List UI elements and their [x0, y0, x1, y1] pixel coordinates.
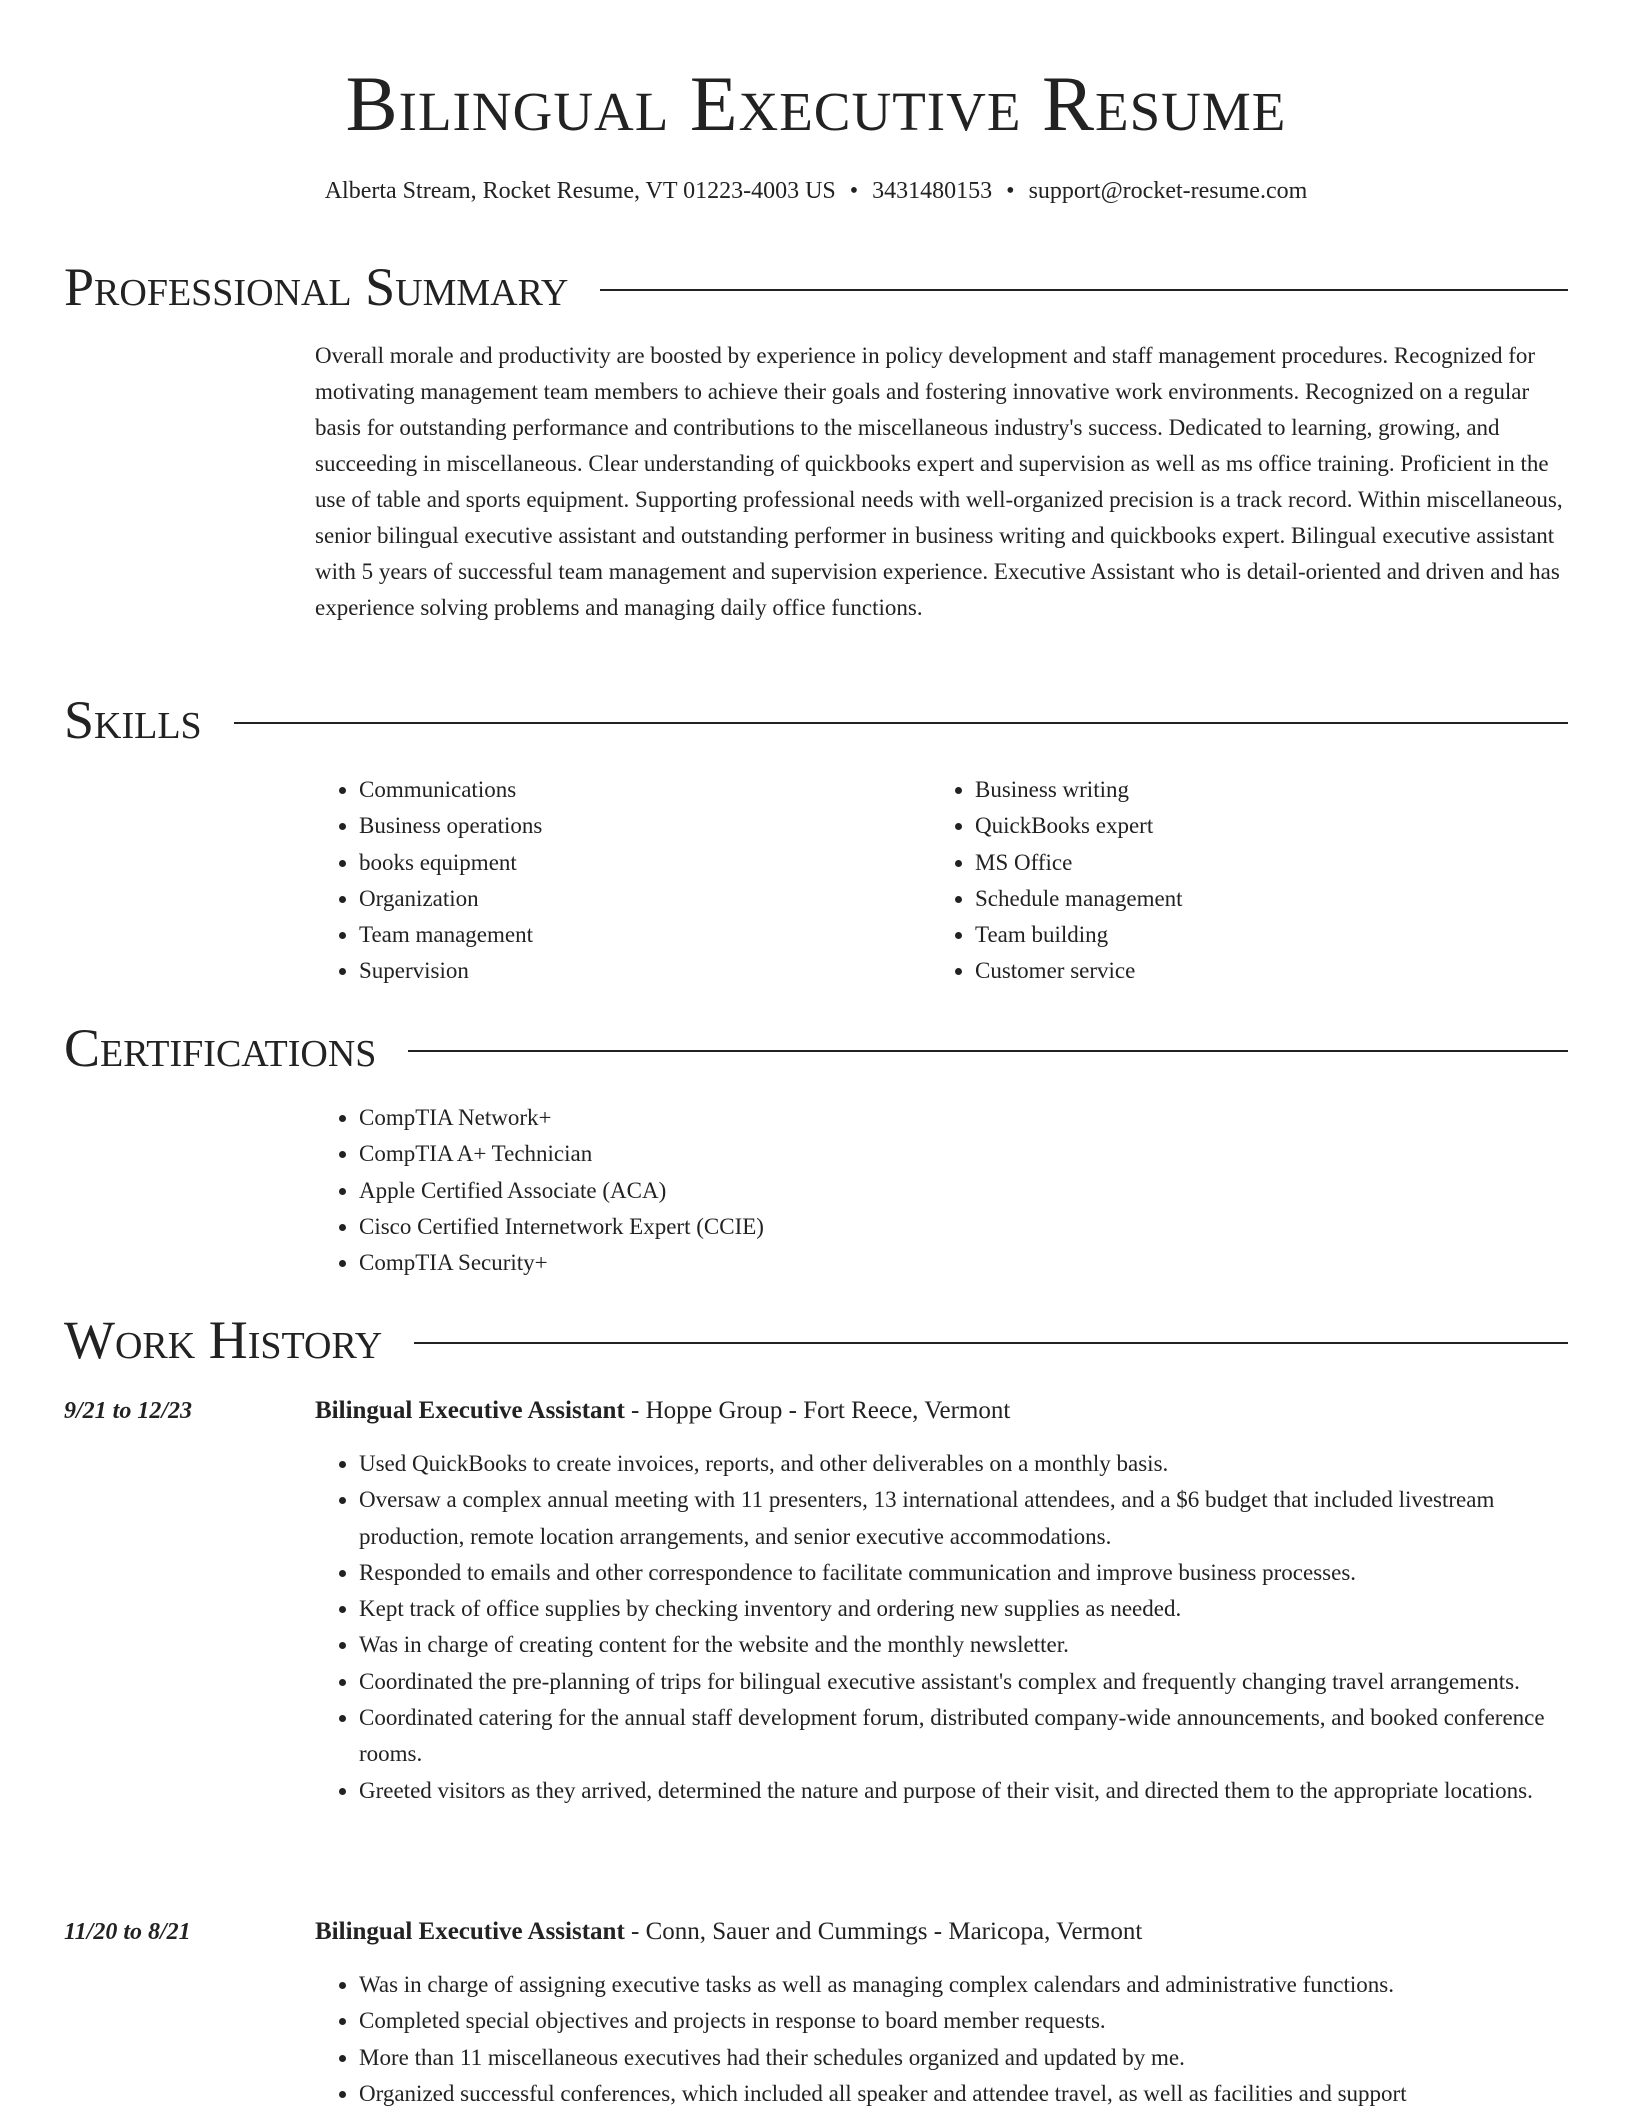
certifications-list — [315, 1100, 1568, 1281]
contact-separator: • — [1006, 178, 1015, 204]
skill-item: • Team building — [975, 917, 1511, 953]
skills-list-right — [931, 772, 1511, 990]
job-header — [315, 1915, 1568, 1949]
job-title: Bilingual Executive Assistant — [315, 1397, 625, 1424]
job-duty-item: • More than 11 miscellaneous executives had their schedules organized and updated by me. — [359, 2040, 1568, 2076]
job-duties — [315, 1967, 1568, 2112]
work-history-section-header — [64, 1308, 1568, 1372]
skills-section-header — [64, 688, 1568, 752]
contact-line — [0, 174, 1632, 208]
job-duty-item: • Organized successful conferences, which included all speaker and attendee travel, as well as facilities and support — [359, 2076, 1568, 2112]
job-duties — [315, 1446, 1568, 1809]
job-duties-list — [315, 1967, 1568, 2112]
summary-heading: Professional Summary — [64, 257, 569, 317]
skill-item: • books equipment — [359, 845, 895, 881]
skills-list-left — [315, 772, 895, 990]
job-duties-list — [315, 1446, 1568, 1809]
skill-item: • Business writing — [975, 772, 1511, 808]
summary-section-header — [64, 255, 1568, 319]
certification-item: • CompTIA A+ Technician — [359, 1136, 1568, 1172]
work-history-heading: Work History — [64, 1310, 383, 1370]
resume-title: Bilingual Executive Resume — [345, 60, 1287, 147]
skill-item: • Team management — [359, 917, 895, 953]
job-employer-location: - Conn, Sauer and Cummings - Maricopa, Vermont — [624, 1918, 1143, 1945]
job-duty-item: • Coordinated the pre-planning of trips for bilingual executive assistant's complex and frequently changing travel arrangements. — [359, 1664, 1568, 1700]
job-header — [315, 1394, 1568, 1428]
skill-item: • Supervision — [359, 953, 895, 989]
job-duty-item: • Greeted visitors as they arrived, determined the nature and purpose of their visit, and directed them to the appropriate locations. — [359, 1773, 1568, 1809]
job-duty-item: • Used QuickBooks to create invoices, reports, and other deliverables on a monthly basis. — [359, 1446, 1568, 1482]
certification-item: • CompTIA Network+ — [359, 1100, 1568, 1136]
certifications-block — [315, 1100, 1568, 1281]
job-duty-item: • Oversaw a complex annual meeting with 11 presenters, 13 international attendees, and a $6 budget that included livestream production, remote location arrangements, and senior executive accommodations. — [359, 1482, 1568, 1555]
job-employer-location: - Hoppe Group - Fort Reece, Vermont — [624, 1397, 1011, 1424]
skill-item: • Customer service — [975, 953, 1511, 989]
contact-address: Alberta Stream, Rocket Resume, VT 01223-4003 US — [324, 178, 836, 204]
job-dates: 9/21 to 12/23 — [64, 1398, 193, 1424]
job-duty-item: • Was in charge of creating content for the website and the monthly newsletter. — [359, 1627, 1568, 1663]
contact-separator: • — [849, 178, 859, 204]
job-duty-item: • Kept track of office supplies by checking inventory and ordering new supplies as needed. — [359, 1591, 1568, 1627]
skills-column-left — [315, 772, 895, 990]
section-divider — [414, 1342, 1568, 1344]
skill-item: • QuickBooks expert — [975, 808, 1511, 844]
skills-heading: Skills — [64, 690, 202, 750]
section-divider — [600, 289, 1568, 291]
contact-email: support@rocket-resume.com — [1028, 178, 1308, 204]
job-duty-item: • Completed special objectives and projects in response to board member requests. — [359, 2003, 1568, 2039]
skill-item: • Organization — [359, 881, 895, 917]
summary-text: Overall morale and productivity are boosted by experience in policy development and staff management procedures. Recognized for motivating management team members to achieve their goals and fostering innovative work environments. Recognized on a regular basis for outstanding performance and contributions to the miscellaneous industry's success. Dedicated to learning, growing, and succeeding in miscellaneous. Clear understanding of quickbooks expert and supervision as well as ms office training. Proficient in the use of table and sports equipment. Supporting professional needs with well-organized precision is a track record. Within miscellaneous, senior bilingual executive assistant and outstanding performer in business writing and quickbooks expert. Bilingual executive assistant with 5 years of successful team management and supervision experience. Executive Assistant who is detail-oriented and driven and has experience solving problems and managing daily office functions. — [315, 343, 1563, 620]
certification-item: • Cisco Certified Internetwork Expert (CCIE) — [359, 1209, 1568, 1245]
certifications-section-header — [64, 1016, 1568, 1080]
contact-phone: 3431480153 — [872, 178, 993, 204]
skill-item: • Business operations — [359, 808, 895, 844]
skills-column-right — [931, 772, 1511, 990]
section-divider — [408, 1050, 1568, 1052]
skill-item: • Communications — [359, 772, 895, 808]
certification-item: • Apple Certified Associate (ACA) — [359, 1173, 1568, 1209]
job-title: Bilingual Executive Assistant — [315, 1918, 625, 1945]
skill-item: • MS Office — [975, 845, 1511, 881]
job-duty-item: • Was in charge of assigning executive tasks as well as managing complex calendars and administrative functions. — [359, 1967, 1568, 2003]
job-duty-item: • Coordinated catering for the annual staff development forum, distributed company-wide announcements, and booked conference rooms. — [359, 1700, 1568, 1773]
certifications-heading: Certifications — [64, 1018, 377, 1078]
job-duty-item: • Responded to emails and other correspondence to facilitate communication and improve business processes. — [359, 1555, 1568, 1591]
skill-item: • Schedule management — [975, 881, 1511, 917]
certification-item: • CompTIA Security+ — [359, 1245, 1568, 1281]
section-divider — [234, 722, 1568, 724]
job-dates: 11/20 to 8/21 — [64, 1919, 191, 1945]
